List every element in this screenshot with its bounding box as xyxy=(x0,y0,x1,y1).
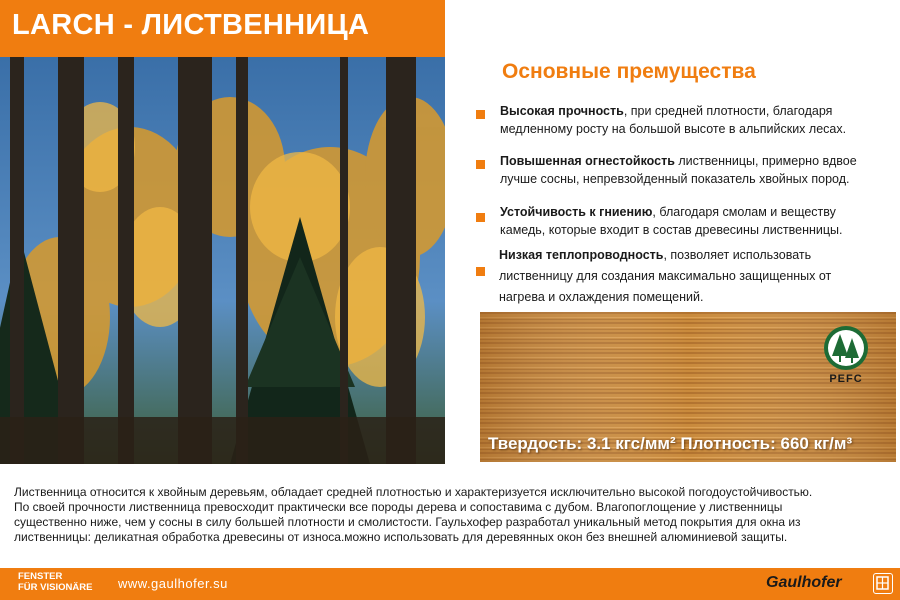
benefit-text: лучше сосны, непревзойденный показатель хвойных пород. xyxy=(500,172,850,186)
footer-slogan xyxy=(18,571,92,593)
benefit-text: лиственницы, примерно вдвое xyxy=(674,154,857,168)
footer-slogan-line: FENSTER xyxy=(18,571,63,582)
benefit-heading: Низкая теплопроводность xyxy=(499,248,664,262)
benefit-heading: Высокая прочность xyxy=(500,104,624,118)
benefit-text: нагрева и охлаждения помещений. xyxy=(499,290,704,304)
description-line: По своей прочности лиственница превосходит практически все породы дерева и сопоставима с дубом. Влагопоглощение у лиственницы xyxy=(14,500,783,514)
bullet-icon xyxy=(476,110,485,119)
wood-sample-panel xyxy=(480,312,896,462)
bullet-icon xyxy=(476,267,485,276)
benefit-text: , благодаря смолам и веществу xyxy=(652,205,836,219)
description-paragraph xyxy=(14,485,884,545)
larch-forest-photo xyxy=(0,57,445,464)
benefit-text: , при средней плотности, благодаря xyxy=(623,104,833,118)
benefits-title: Основные премущества xyxy=(502,60,756,83)
benefit-rot-resistance xyxy=(500,203,843,239)
benefit-heading: Повышенная огнестойкость xyxy=(500,154,675,168)
footer-bar xyxy=(0,568,900,600)
page-title: LARCH - ЛИСТВЕННИЦА xyxy=(12,9,370,41)
bullet-icon xyxy=(476,160,485,169)
bullet-icon xyxy=(476,213,485,222)
benefit-fire-resistance xyxy=(500,152,857,188)
header-bar xyxy=(0,0,445,57)
description-line: лиственницы: деликатная обработка древесины от износа.можно использовать для деревянных окон без внешней алюминиевой защиты. xyxy=(14,530,788,544)
window-icon xyxy=(873,573,893,594)
benefit-text: , позволяет использовать xyxy=(663,248,812,262)
benefit-text: камедь, которые входит в состав древесины лиственницы. xyxy=(500,223,843,237)
benefit-high-strength xyxy=(500,102,846,138)
description-line: существенно ниже, чем у сосны в силу большей плотности и смолистости. Гаульхофер разработал уникальный метод покрытия для окна из xyxy=(14,515,801,529)
description-line: Лиственница относится к хвойным деревьям, обладает средней плотностью и характеризуется исключительно высокой погодоустойчивостью. xyxy=(14,485,813,499)
pefc-logo-text: PEFC xyxy=(829,373,863,385)
benefit-low-conductivity xyxy=(499,245,831,308)
benefit-text: лиственницу для создания максимально защищенных от xyxy=(499,269,832,283)
footer-slogan-line: FÜR VISIONÄRE xyxy=(18,582,93,593)
gaulhofer-logo: Gaulhofer xyxy=(766,574,842,591)
benefit-heading: Устойчивость к гниению xyxy=(500,205,653,219)
pefc-logo xyxy=(818,322,874,388)
website-link[interactable]: www.gaulhofer.su xyxy=(118,576,228,591)
benefit-text: медленному росту на большой высоте в альпийских лесах. xyxy=(500,122,847,136)
wood-stats: Твердость: 3.1 кгс/мм² Плотность: 660 кг/м³ xyxy=(488,434,853,453)
